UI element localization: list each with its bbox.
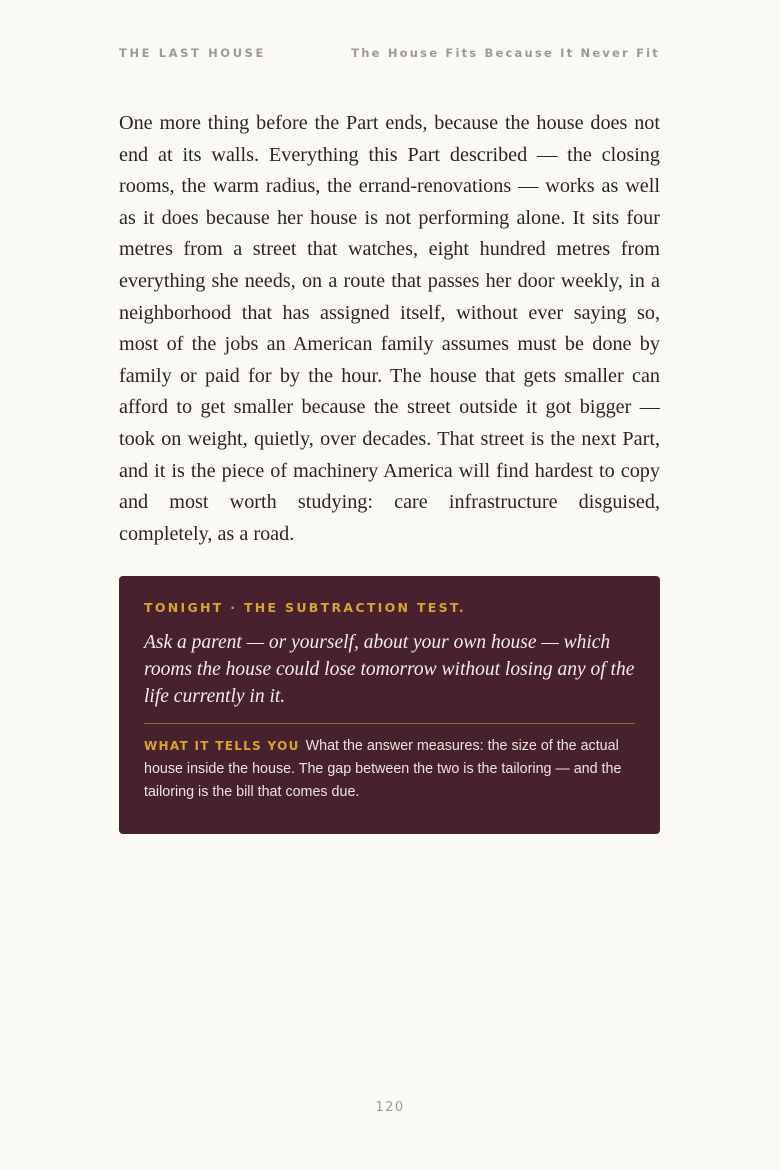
chapter-title: The House Fits Because It Never Fit xyxy=(351,46,660,60)
callout-kicker: TONIGHT · THE SUBTRACTION TEST. xyxy=(144,600,466,615)
callout-note xyxy=(144,735,635,804)
callout-note-text: What the answer measures: the size of the actual house inside the house. The gap between the two is the tailoring — and the tailoring is the bill that comes due. xyxy=(144,738,622,800)
book-title: THE LAST HOUSE xyxy=(119,46,266,60)
body-paragraph: One more thing before the Part ends, because the house does not end at its walls. Everything this Part described — the closing rooms, the warm radius, the errand-renovations — works as well as it does because her house is not performing alone. It sits four metres from a street that watches, eight hundred metres from everything she needs, on a route that passes her door weekly, in a neighborhood that has assigned itself, without ever saying so, most of the jobs an American family assumes must be done by family or paid for by the hour. The house that gets smaller can afford to get smaller because the street outside it got bigger — took on weight, quietly, over decades. That street is the next Part, and it is the piece of machinery America will find hardest to copy and most worth studying: care infrastructure disguised, completely, as a road. xyxy=(119,112,660,545)
callout-note-label: WHAT IT TELLS YOU xyxy=(144,739,300,753)
callout-divider xyxy=(144,723,635,724)
callout-box xyxy=(119,576,660,834)
callout-prompt: Ask a parent — or yourself, about your own house — which rooms the house could lose tomorrow without losing any of the life currently in it. xyxy=(144,632,635,707)
running-head xyxy=(119,46,660,60)
page-number: 120 xyxy=(375,1100,405,1115)
